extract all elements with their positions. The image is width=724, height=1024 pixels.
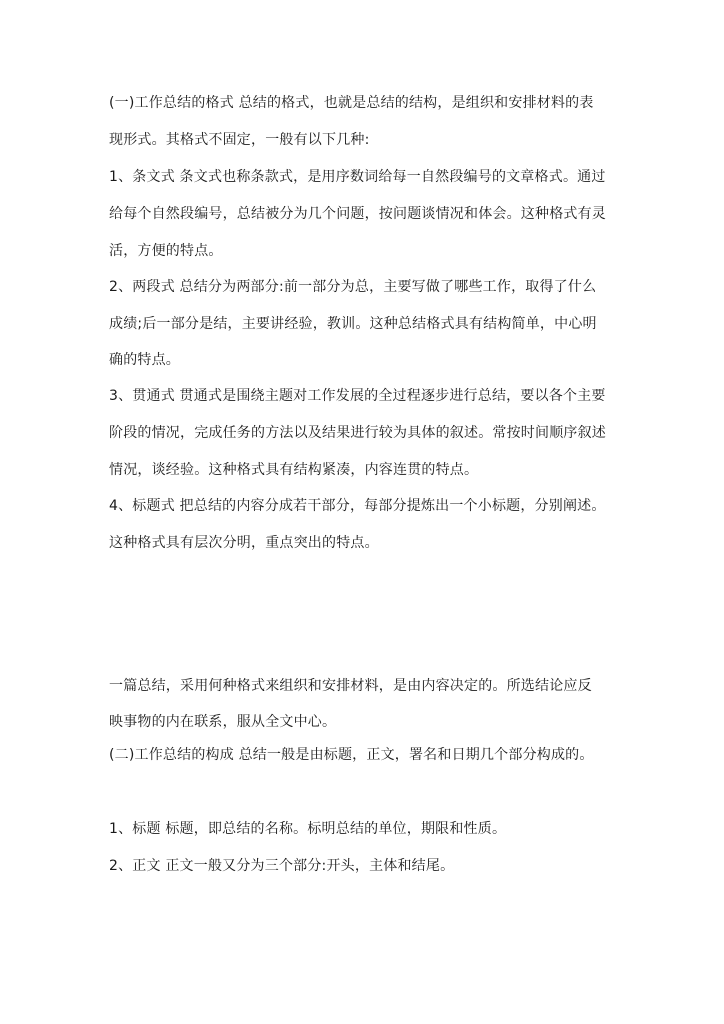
paragraph-line: 这种格式具有层次分明，重点突出的特点。	[109, 535, 379, 551]
section-2-heading-line: (二)工作总结的构成 总结一般是由标题，正文，署名和日期几个部分构成的。	[109, 747, 594, 763]
paragraph-line: 成绩;后一部分是结，主要讲经验，教训。这种总结格式具有结构简单，中心明	[109, 316, 597, 332]
section-1-heading-line: (一)工作总结的格式 总结的格式，也就是总结的结构，是组织和安排材料的表	[109, 95, 594, 111]
paragraph-line: 现形式。其格式不固定，一般有以下几种:	[109, 132, 370, 148]
list-item-2-line: 2、正文 正文一般又分为三个部分:开头，主体和结尾。	[109, 858, 455, 874]
list-item-4-line: 4、标题式 把总结的内容分成若干部分，每部分提炼出一个小标题，分别阐述。	[109, 498, 606, 514]
paragraph-line: 给每个自然段编号，总结被分为几个问题，按问题谈情况和体会。这种格式有灵	[109, 206, 606, 222]
list-item-1-line: 1、标题 标题，即总结的名称。标明总结的单位，期限和性质。	[109, 821, 507, 837]
paragraph-line: 一篇总结，采用何种格式来组织和安排材料，是由内容决定的。所选结论应反	[109, 678, 592, 694]
list-item-1-line: 1、条文式 条文式也称条款式，是用序数词给每一自然段编号的文章格式。通过	[109, 169, 606, 185]
paragraph-line: 情况，谈经验。这种格式具有结构紧凑，内容连贯的特点。	[109, 462, 479, 478]
paragraph-line: 映事物的内在联系，服从全文中心。	[109, 714, 337, 730]
list-item-2-line: 2、两段式 总结分为两部分:前一部分为总，主要写做了哪些工作，取得了什么	[109, 279, 597, 295]
list-item-3-line: 3、贯通式 贯通式是围绕主题对工作发展的全过程逐步进行总结，要以各个主要	[109, 388, 606, 404]
paragraph-line: 活，方便的特点。	[109, 243, 223, 259]
paragraph-line: 阶段的情况，完成任务的方法以及结果进行较为具体的叙述。常按时间顺序叙述	[109, 425, 606, 441]
paragraph-line: 确的特点。	[109, 352, 180, 368]
